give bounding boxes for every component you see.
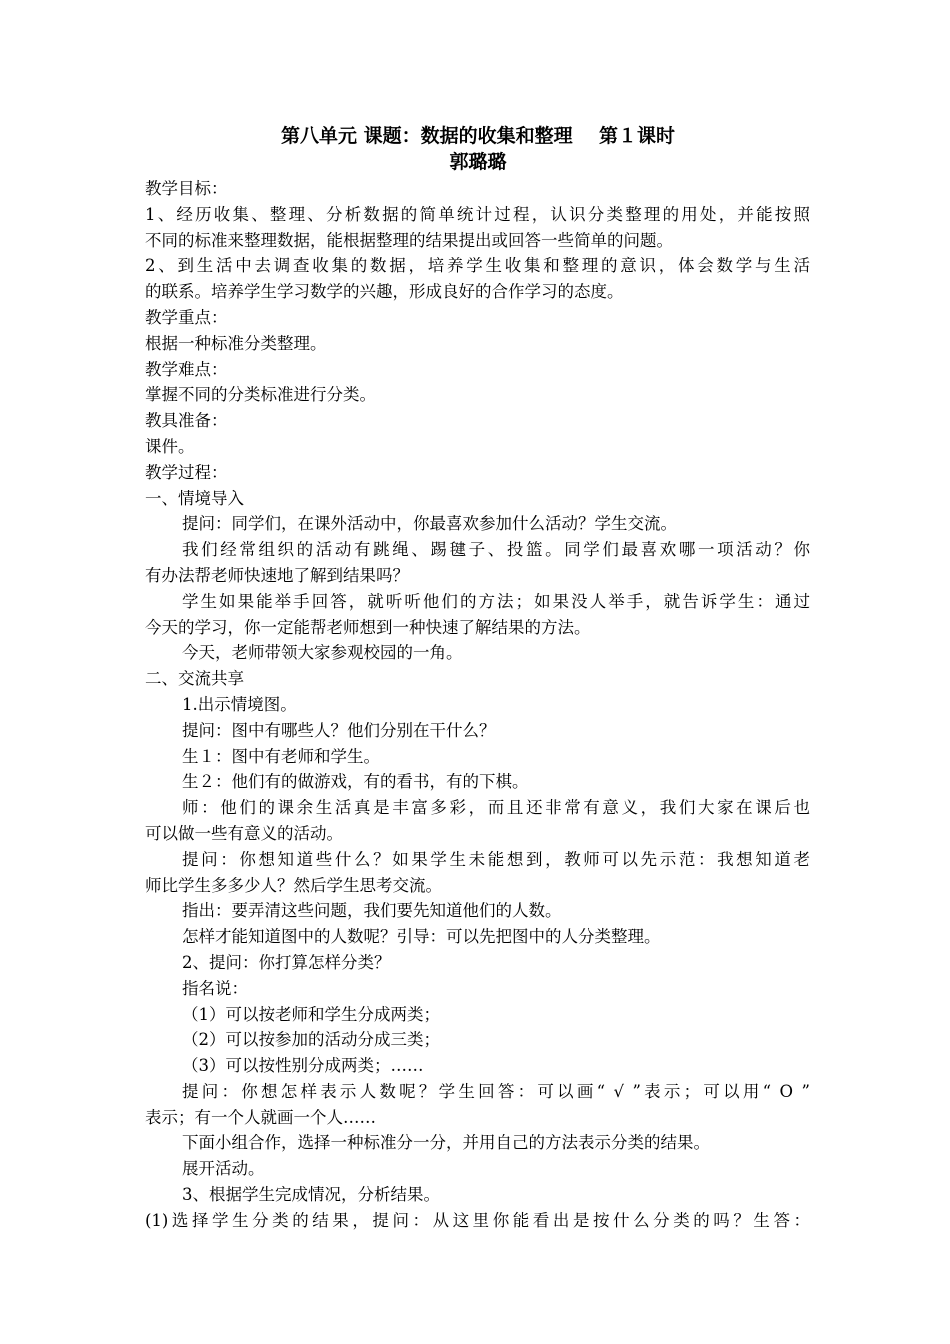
text-line: 师：他们的课余生活真是丰富多彩，而且还非常有意义，我们大家在课后也 <box>182 798 810 818</box>
text-line: 1.出示情境图。 <box>182 694 297 714</box>
text-line: 2、提问：你打算怎样分类？ <box>182 952 391 972</box>
text-line: 提问：同学们，在课外活动中，你最喜欢参加什么活动？学生交流。 <box>182 514 677 534</box>
text-line: 指出：要弄清这些问题，我们要先知道他们的人数。 <box>182 901 562 921</box>
text-line: 掌握不同的分类标准进行分类。 <box>145 385 376 405</box>
title-block <box>0 122 950 174</box>
text-line: 教具准备： <box>145 411 228 431</box>
text-line: （1）可以按老师和学生分成两类； <box>182 1004 440 1024</box>
text-line: 今天的学习，你一定能帮老师想到一种快速了解结果的方法。 <box>145 617 591 637</box>
text-line: 提问：你想知道些什么？如果学生未能想到，教师可以先示范：我想知道老 <box>182 849 810 869</box>
text-line: 生２：他们有的做游戏，有的看书，有的下棋。 <box>182 772 529 792</box>
text-line: 教学重点： <box>145 307 228 327</box>
text-line: 不同的标准来整理数据，能根据整理的结果提出或回答一些简单的问题。 <box>145 230 673 250</box>
text-line: 我们经常组织的活动有跳绳、踢毽子、投篮。同学们最喜欢哪一项活动？你 <box>182 540 810 560</box>
text-line: （2）可以按参加的活动分成三类； <box>182 1030 440 1050</box>
text-line: 2、到生活中去调查收集的数据，培养学生收集和整理的意识，体会数学与生活 <box>145 256 810 276</box>
text-line: 课件。 <box>145 436 195 456</box>
text-line: 教学目标： <box>145 179 228 198</box>
text-line: 二、交流共享 <box>145 669 244 689</box>
text-line: 根据一种标准分类整理。 <box>145 333 327 353</box>
text-line: 可以做一些有意义的活动。 <box>145 823 343 843</box>
text-line: 下面小组合作，选择一种标准分一分，并用自己的方法表示分类的结果。 <box>182 1133 710 1153</box>
text-line: 师比学生多多少人？然后学生思考交流。 <box>145 875 442 895</box>
document-title: 第八单元 课题：数据的收集和整理 第１课时 <box>280 125 676 147</box>
text-line: 提问：图中有哪些人？他们分别在干什么？ <box>182 720 496 740</box>
document-author: 郭璐璐 <box>449 151 507 173</box>
text-line: 教学过程： <box>145 462 228 482</box>
text-line: 3、根据学生完成情况，分析结果。 <box>182 1185 440 1205</box>
text-line: 今天，老师带领大家参观校园的一角。 <box>182 643 463 663</box>
text-line: 一、情境导入 <box>145 488 244 508</box>
text-line: 教学难点： <box>145 359 228 379</box>
text-line: 有办法帮老师快速地了解到结果吗？ <box>145 565 409 585</box>
text-line: 怎样才能知道图中的人数呢？引导：可以先把图中的人分类整理。 <box>182 927 661 947</box>
text-line: 提问：你想怎样表示人数呢？学生回答：可以画“ √ ”表示；可以用“ O ” <box>182 1081 810 1101</box>
text-line: 学生如果能举手回答，就听听他们的方法；如果没人举手，就告诉学生：通过 <box>182 591 810 611</box>
text-line: 的联系。培养学生学习数学的兴趣，形成良好的合作学习的态度。 <box>145 282 624 302</box>
text-line: 生１：图中有老师和学生。 <box>182 746 380 766</box>
document-body <box>145 176 810 1234</box>
text-line: 指名说： <box>182 978 248 998</box>
text-line: 展开活动。 <box>182 1159 265 1179</box>
text-line: 1、经历收集、整理、分析数据的简单统计过程，认识分类整理的用处，并能按照 <box>145 204 810 224</box>
text-line: (1)选择学生分类的结果，提问：从这里你能看出是按什么分类的吗？生答： <box>145 1210 810 1230</box>
text-line: 表示；有一个人就画一个人…… <box>145 1107 376 1127</box>
text-line: （3）可以按性别分成两类；…… <box>182 1056 424 1076</box>
